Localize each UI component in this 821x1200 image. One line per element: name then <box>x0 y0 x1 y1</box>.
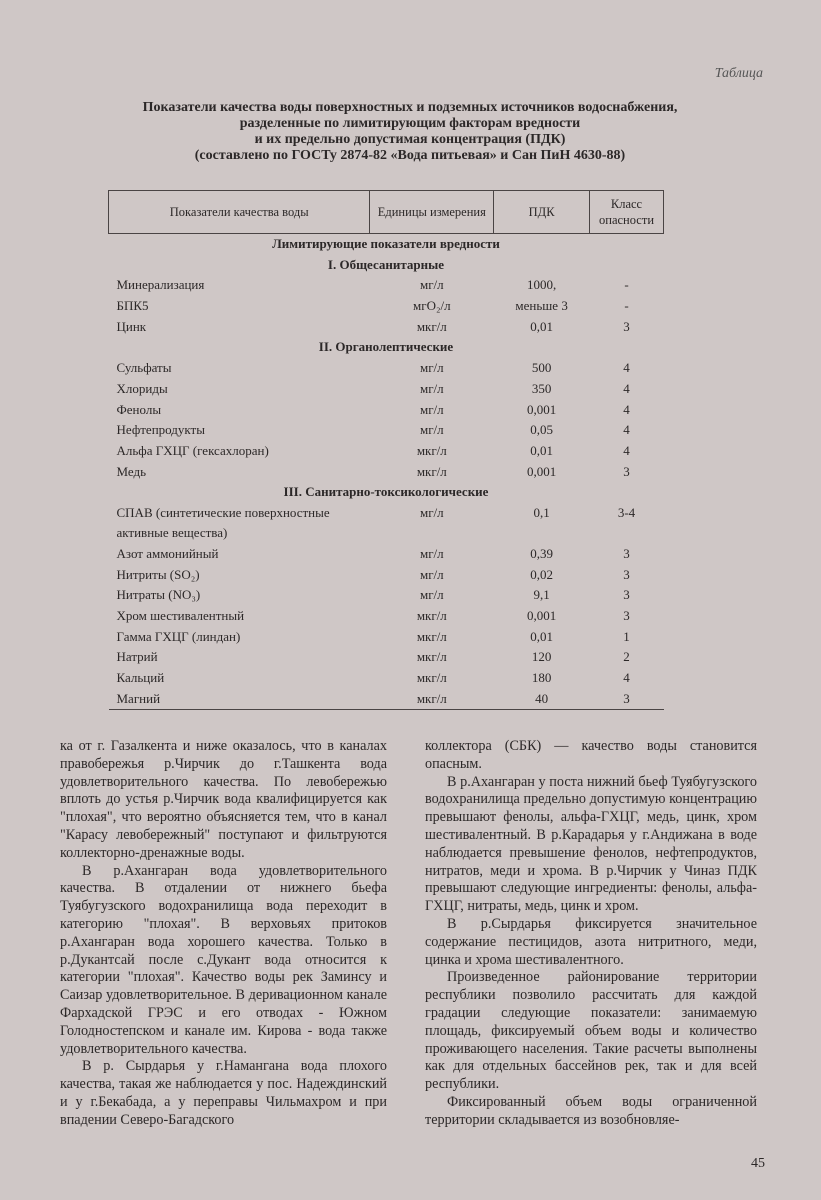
text-column-right <box>425 738 757 1130</box>
title-line: разделенные по лимитирующим факторам вредности <box>239 116 581 131</box>
indicator-name: Кальций <box>116 670 165 686</box>
hazard-class: 3 <box>623 463 630 479</box>
mpc-value: 0,02 <box>530 566 553 582</box>
water-quality-table <box>108 190 664 710</box>
paragraph: В р.Сырдарья фиксируется значительное содержание пестицидов, азота нитритного, меди, цинка и хрома шестивалентного. <box>425 915 757 968</box>
table-row <box>109 606 664 627</box>
table-row <box>109 585 664 606</box>
group-title <box>109 337 664 358</box>
mpc-value: 180 <box>531 670 552 686</box>
hazard-class: 3 <box>590 689 664 710</box>
mpc-value: 120 <box>531 649 552 665</box>
mpc-value: 0,39 <box>530 545 553 561</box>
column-header: ПДК <box>494 191 590 234</box>
unit: мкг/л <box>416 463 447 479</box>
mpc-value: 0,001 <box>526 608 557 623</box>
table-label: Таблица <box>714 66 763 81</box>
title-line: (составлено по ГОСТу 2874-82 «Вода питьевая» и Сан ПиН 4630-88) <box>194 148 626 163</box>
table-row <box>109 358 664 379</box>
indicator-name: Цинк <box>116 318 147 334</box>
unit: мг/л <box>419 380 444 396</box>
paragraph: коллектора (СБК) — качество воды становится опасным. <box>425 738 757 772</box>
paragraph: В р. Сырдарья у г.Намангана вода плохого качества, такая же наблюдается у пос. Надеждинский и у г.Бекабада, а у переправы Чильмахром и при впадении Северо-Багадского <box>60 1058 387 1128</box>
unit: мг/л <box>419 587 444 603</box>
table-row <box>109 296 664 317</box>
unit: мкг/л <box>416 608 447 623</box>
unit: мкг/л <box>416 318 447 334</box>
indicator-name: Хром шестивалентный <box>116 608 245 623</box>
table-row <box>109 462 664 483</box>
hazard-class: 4 <box>623 442 630 458</box>
unit: мг/л <box>419 545 444 561</box>
table-row <box>109 441 664 462</box>
hazard-class: - <box>624 298 629 314</box>
hazard-class: 4 <box>623 360 630 376</box>
page-number: 45 <box>751 1156 765 1171</box>
mpc-value: 40 <box>494 689 590 710</box>
table-row <box>109 689 664 710</box>
indicator-name: Фенолы <box>116 401 162 417</box>
unit: мкг/л <box>416 628 447 644</box>
hazard-class: 4 <box>623 401 630 417</box>
hazard-class: 3 <box>623 608 630 623</box>
mpc-value: 0,05 <box>530 422 553 438</box>
indicator-name: СПАВ (синтетические поверхностные активные вещества) <box>116 504 330 540</box>
unit: мгO₂/л <box>413 298 451 314</box>
column-header: Класс опасности <box>590 191 664 234</box>
hazard-class: 4 <box>623 380 630 396</box>
table-row <box>109 565 664 586</box>
mpc-value: 0,01 <box>530 318 553 334</box>
indicator-name: Сульфаты <box>116 360 172 376</box>
indicator-name: Альфа ГХЦГ (гексахлоран) <box>116 442 269 458</box>
hazard-class: 3 <box>623 318 630 334</box>
column-header: Единицы измерения <box>370 191 494 234</box>
hazard-class: 2 <box>623 649 630 665</box>
paragraph: ка от г. Газалкента и ниже оказалось, что в каналах правобережья р.Чирчик до г.Ташкента вода удовлетворительного качества. По левобережью вплоть до устья р.Чирчик вода квалифицируется как "плохая", что вероятно объясняется тем, что в канал "Карасу левобережный" поступают и фильтруются коллекторно-дренажные воды. <box>60 738 387 861</box>
unit: мкг/л <box>416 442 447 458</box>
unit: мкг/л <box>370 689 494 710</box>
mpc-value: 9,1 <box>533 587 550 603</box>
group-title-label: III. Санитарно-токсикологические <box>283 484 489 500</box>
paragraph: В р.Ахангаран вода удовлетворительного качества. В отдалении от нижнего бьефа Туябугузского водохранилища вода переходит в категорию "плохая". В верховьях притоков р.Ахангаран вода хорошего качества. Только в р.Дукантсай после с.Дукант вода относится к категории "плохая". Качество воды рек Заминсу и Саизар удовлетворительное. В деривационном канале Фархадской ГРЭС и его отводах - Южном Голодностепском и канале им. Кирова - вода также удовлетворительного качества. <box>60 862 387 1057</box>
indicator-name: Натрий <box>116 649 158 665</box>
table-title <box>60 100 760 164</box>
indicator-name: Нефтепродукты <box>116 422 205 438</box>
mpc-value: 500 <box>531 360 552 376</box>
paragraph: Фиксированный объем воды ограниченной территории складывается из возобновляе- <box>425 1093 757 1128</box>
table-row <box>109 275 664 296</box>
mpc-value: меньше 3 <box>515 298 568 314</box>
unit: мг/л <box>419 360 444 376</box>
group-title-label: II. Органолептические <box>318 339 454 355</box>
indicator-name: Минерализация <box>116 277 205 293</box>
indicator-name: Медь <box>116 463 147 479</box>
paragraph: В р.Ахангаран у поста нижний бьеф Туябугузского водохранилища предельно допустимую концентрацию превышают фенолы, альфа-ГХЦГ, медь, цинк, хром шестивалентный. В р.Карадарья у г.Андижана в воде наблюдается превышение фенолов, нефтепродуктов, нитратов, меди и хрома. В р.Чирчик у Чиназ ПДК превышают следующие ингредиенты: фенолы, альфа-ГХЦГ, нитраты, медь, цинк и хром. <box>425 773 757 915</box>
hazard-class: 1 <box>623 628 630 644</box>
hazard-class: 3-4 <box>617 504 636 520</box>
hazard-class: 3 <box>623 566 630 582</box>
table-header-row <box>109 191 664 234</box>
indicator-name: Азот аммонийный <box>116 545 219 561</box>
unit: мкг/л <box>416 670 447 686</box>
table-body <box>109 234 664 710</box>
table-row <box>109 627 664 648</box>
table-heading <box>109 234 664 255</box>
group-title <box>109 482 664 503</box>
unit: мг/л <box>419 566 444 582</box>
title-line: Показатели качества воды поверхностных и подземных источников водоснабжения, <box>142 100 678 115</box>
indicator-name: Нитраты (NO₃) <box>116 587 201 603</box>
table-row <box>109 420 664 441</box>
indicator-name: БПК5 <box>116 298 149 314</box>
table-row <box>109 317 664 338</box>
hazard-class: 3 <box>623 545 630 561</box>
group-title <box>109 255 664 276</box>
column-header: Показатели качества воды <box>109 191 370 234</box>
hazard-class: 4 <box>623 422 630 438</box>
hazard-class: 4 <box>623 670 630 686</box>
indicator-name: Нитриты (SO₂) <box>116 566 200 582</box>
mpc-value: 350 <box>531 380 552 396</box>
unit: мг/л <box>419 277 444 293</box>
title-line: и их предельно допустимая концентрация (ПДК) <box>254 132 566 147</box>
table-row <box>109 647 664 668</box>
unit: мкг/л <box>416 649 447 665</box>
unit: мг/л <box>419 401 444 417</box>
indicator-name: Хлориды <box>116 380 168 396</box>
table-row <box>109 400 664 421</box>
table-row <box>109 379 664 400</box>
mpc-value: 1000, <box>526 277 557 293</box>
paragraph: Произведенное районирование территории республики позволило рассчитать для каждой градации следующие показатели: занимаемую площадь, фиксируемый объем воды и количество проживающего населения. Такие расчеты выполнены как для отдельных бассейнов рек, так и для всей республики. <box>425 969 757 1093</box>
unit: мг/л <box>419 504 444 520</box>
hazard-class: - <box>624 277 629 293</box>
unit: мг/л <box>419 422 444 438</box>
mpc-value: 0,1 <box>533 504 550 520</box>
mpc-value: 0,01 <box>530 442 553 458</box>
table-row <box>109 544 664 565</box>
mpc-value: 0,01 <box>530 628 553 644</box>
table-row <box>109 668 664 689</box>
group-title-label: I. Общесанитарные <box>327 256 445 272</box>
indicator-name: Гамма ГХЦГ (линдан) <box>116 628 241 644</box>
table-heading-label: Лимитирующие показатели вредности <box>272 236 500 251</box>
hazard-class: 3 <box>623 587 630 603</box>
mpc-value: 0,001 <box>526 463 557 479</box>
table-row <box>109 503 664 544</box>
indicator-name: Магний <box>109 689 370 710</box>
text-column-left <box>60 738 387 1130</box>
mpc-value: 0,001 <box>526 401 557 417</box>
